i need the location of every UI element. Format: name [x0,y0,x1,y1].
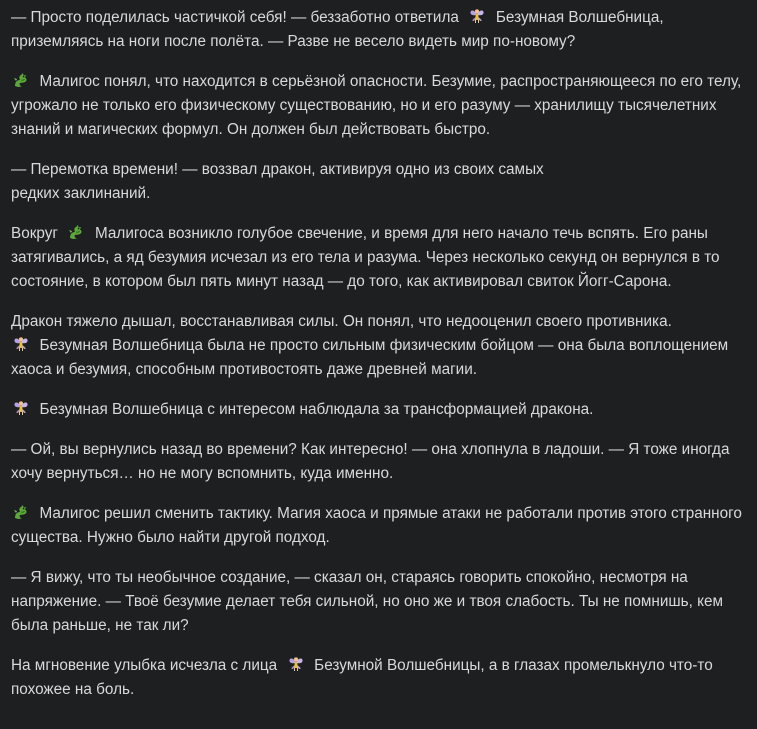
dragon-emoji-icon [12,503,30,521]
fairy-emoji-icon [12,335,30,353]
story-paragraph [11,70,751,142]
story-paragraph [11,6,751,54]
dragon-emoji-icon [12,71,30,89]
dragon-emoji-icon [67,223,85,241]
story-text: Дракон тяжело дышал, восстанавливая силы. Он понял, что недооценил своего противника. [11,313,672,330]
fairy-emoji-icon [468,7,486,25]
story-text: Безумной Волшебницы, а в глазах промелькнуло что-то похожее на боль. [11,657,717,698]
story-paragraph [11,654,751,702]
story-text: Вокруг [11,225,63,242]
story-paragraph [11,566,751,638]
story-text: На мгновение улыбка исчезла с лица [11,657,282,674]
story-text: Малигос решил сменить тактику. Магия хаоса и прямые атаки не работали против этого странного существа. Нужно было найти другой подход. [11,505,747,546]
chat-message-body [11,6,751,718]
story-text: Безумная Волшебница с интересом наблюдала за трансформацией дракона. [35,401,594,418]
story-text: Малигос понял, что находится в серьёзной опасности. Безумие, распространяющееся по его телу, угрожало не только его физическому существованию, но и его разуму — хранилищу тысячелетних знаний и магических формул. Он должен был действовать быстро. [11,73,746,138]
story-text: — Просто поделилась частичкой себя! — беззаботно ответила [11,9,464,26]
fairy-emoji-icon [287,655,305,673]
story-paragraph [11,222,751,294]
story-paragraph [11,158,751,206]
story-text: — Перемотка времени! — воззвал дракон, активируя одно из своих самых редких заклинаний. [11,161,544,202]
story-paragraph [11,438,751,486]
story-text: Безумная Волшебница была не просто сильным физическим бойцом — она была воплощением хаоса и безумия, способным противостоять даже древней магии. [11,337,733,378]
story-text: Малигоса возникло голубое свечение, и время для него начало течь вспять. Его раны затягивались, а яд безумия исчезал из его тела и разума. Через несколько секунд он вернулся в то состояние, в котором был пять минут назад — до того, как активировал свиток Йогг-Сарона. [11,225,724,290]
story-text: — Я вижу, что ты необычное создание, — сказал он, стараясь говорить спокойно, несмотря на напряжение. — Твоё безумие делает тебя сильной, но оно же и твоя слабость. Ты не помнишь, кем была раньше, не так ли? [11,569,728,634]
story-paragraph [11,398,751,422]
story-paragraph [11,310,751,382]
story-text: — Ой, вы вернулись назад во времени? Как интересно! — она хлопнула в ладоши. — Я тоже иногда хочу вернуться… но не могу вспомнить, куда именно. [11,441,734,482]
fairy-emoji-icon [12,399,30,417]
story-text: Безумная Волшебница, приземляясь на ноги после полёта. — Разве не весело видеть мир по-новому? [11,9,664,50]
story-paragraph [11,502,751,550]
